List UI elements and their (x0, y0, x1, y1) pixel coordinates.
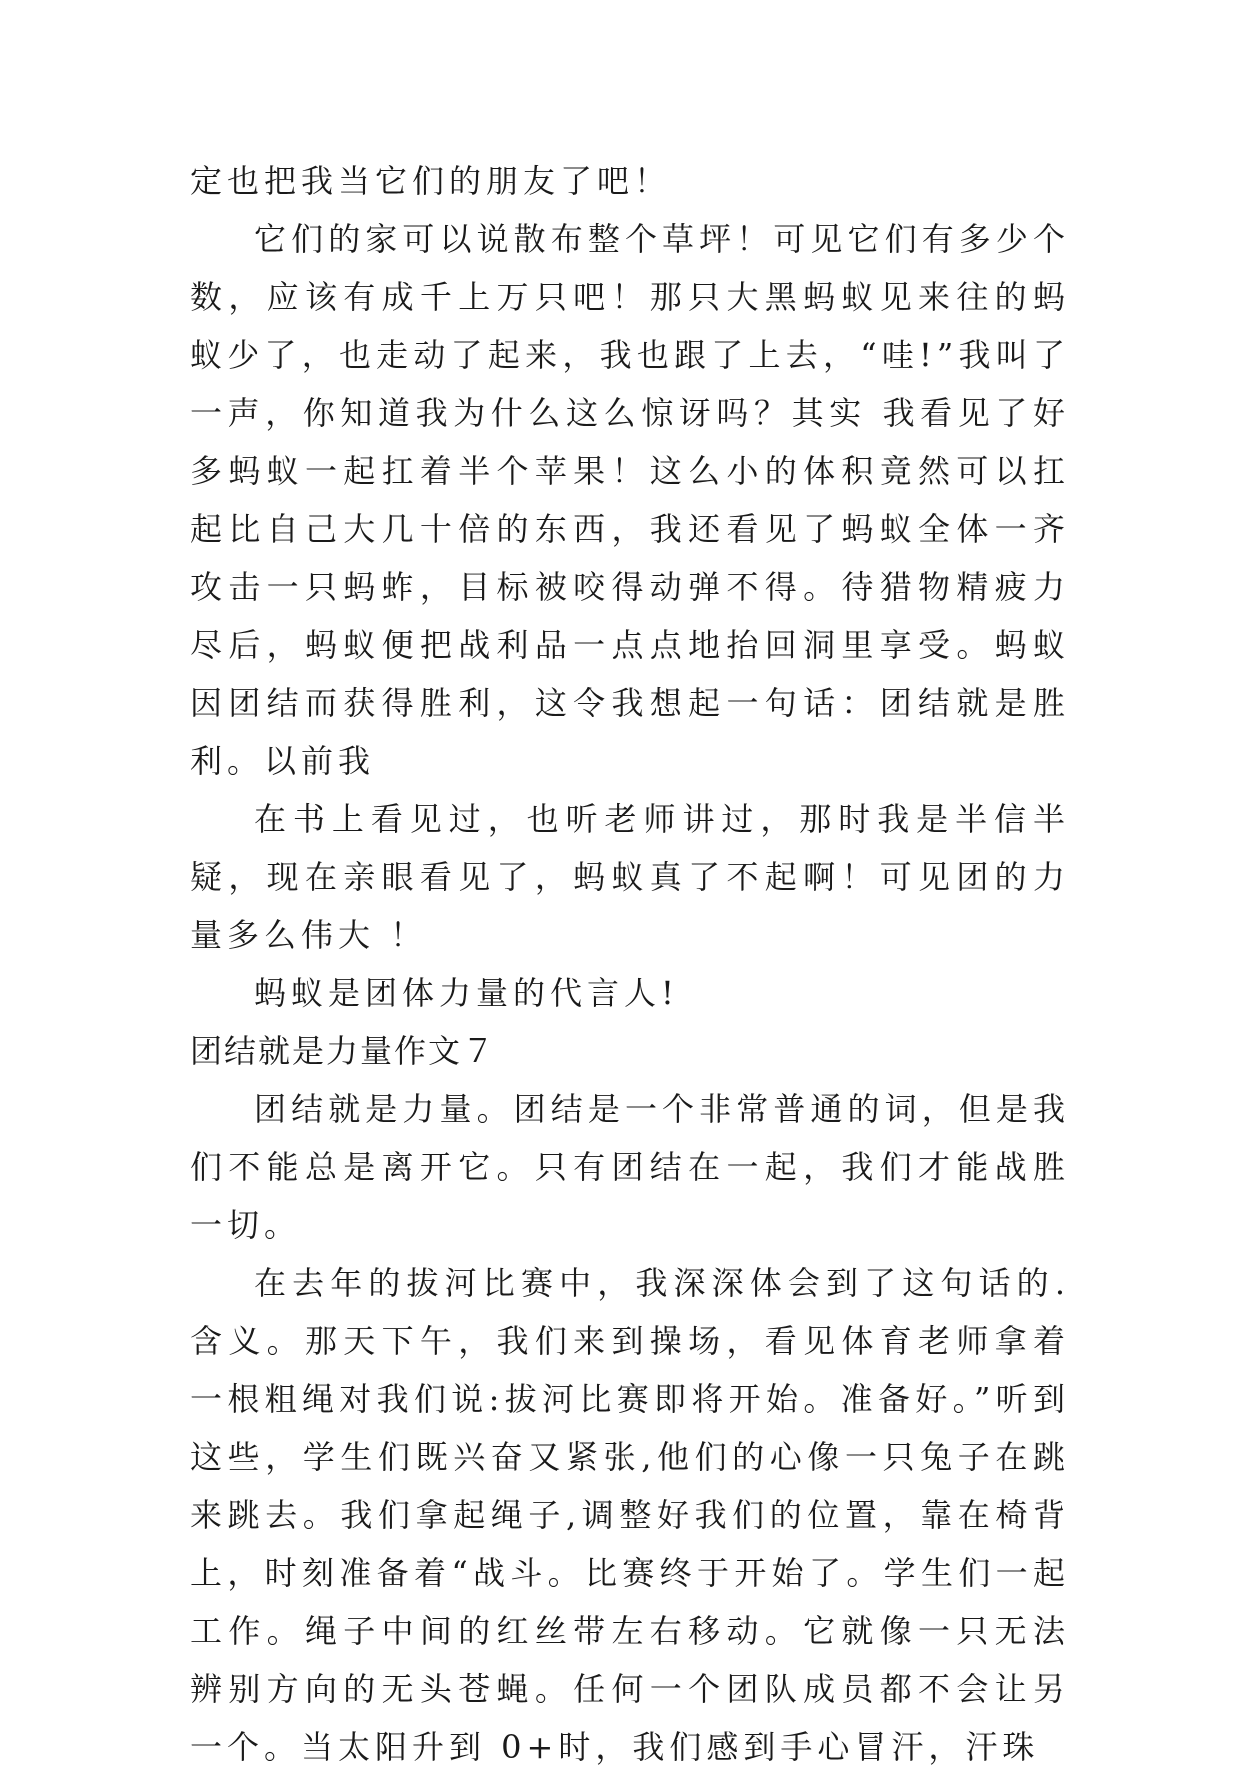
paragraph-6: 在去年的拔河比赛中，我深深体会到了这句话的.含义。那天下午，我们来到操场，看见体育老师拿着一根粗绳对我们说:拔河比赛即将开始。准备好。”听到这些，学生们既兴奋又紧张,他们的心像一只兔子在跳来跳去。我们拿起绳子,调整好我们的位置，靠在椅背上，时刻准备着“战斗。比赛终于开始了。学生们一起工作。绳子中间的红丝带左右移动。它就像一只无法辨别方向的无头苍蝇。任何一个团队成员都不会让另一个。当太阳升到 0+时，我们感到手心冒汗，汗珠 (190, 1264, 1070, 1766)
document-body (190, 152, 1070, 1776)
paragraph-5: 团结就是力量。团结是一个非常普通的词，但是我们不能总是离开它。只有团结在一起，我们才能战胜一切。 (190, 1090, 1070, 1244)
paragraph-1: 定也把我当它们的朋友了吧！ (190, 162, 672, 200)
paragraph-3: 在书上看见过，也听老师讲过，那时我是半信半疑，现在亲眼看见了，蚂蚁真了不起啊！可见团的力量多么伟大 ！ (190, 800, 1070, 954)
paragraph-2: 它们的家可以说散布整个草坪！可见它们有多少个数，应该有成千上万只吧！那只大黑蚂蚁见来往的蚂蚁少了，也走动了起来，我也跟了上去，“哇!”我叫了一声，你知道我为什么这么惊讶吗？其实 我看见了好多蚂蚁一起扛着半个苹果！这么小的体积竟然可以扛起比自己大几十倍的东西，我还看见了蚂蚁全体一齐攻击一只蚂蚱，目标被咬得动弹不得。待猎物精疲力尽后，蚂蚁便把战利品一点点地抬回洞里享受。蚂蚁因团结而获得胜利，这令我想起一句话：团结就是胜利。以前我 (190, 220, 1070, 780)
paragraph-4: 蚂蚁是团体力量的代言人! (254, 974, 679, 1012)
section-heading: 团结就是力量作文７ (190, 1032, 497, 1070)
